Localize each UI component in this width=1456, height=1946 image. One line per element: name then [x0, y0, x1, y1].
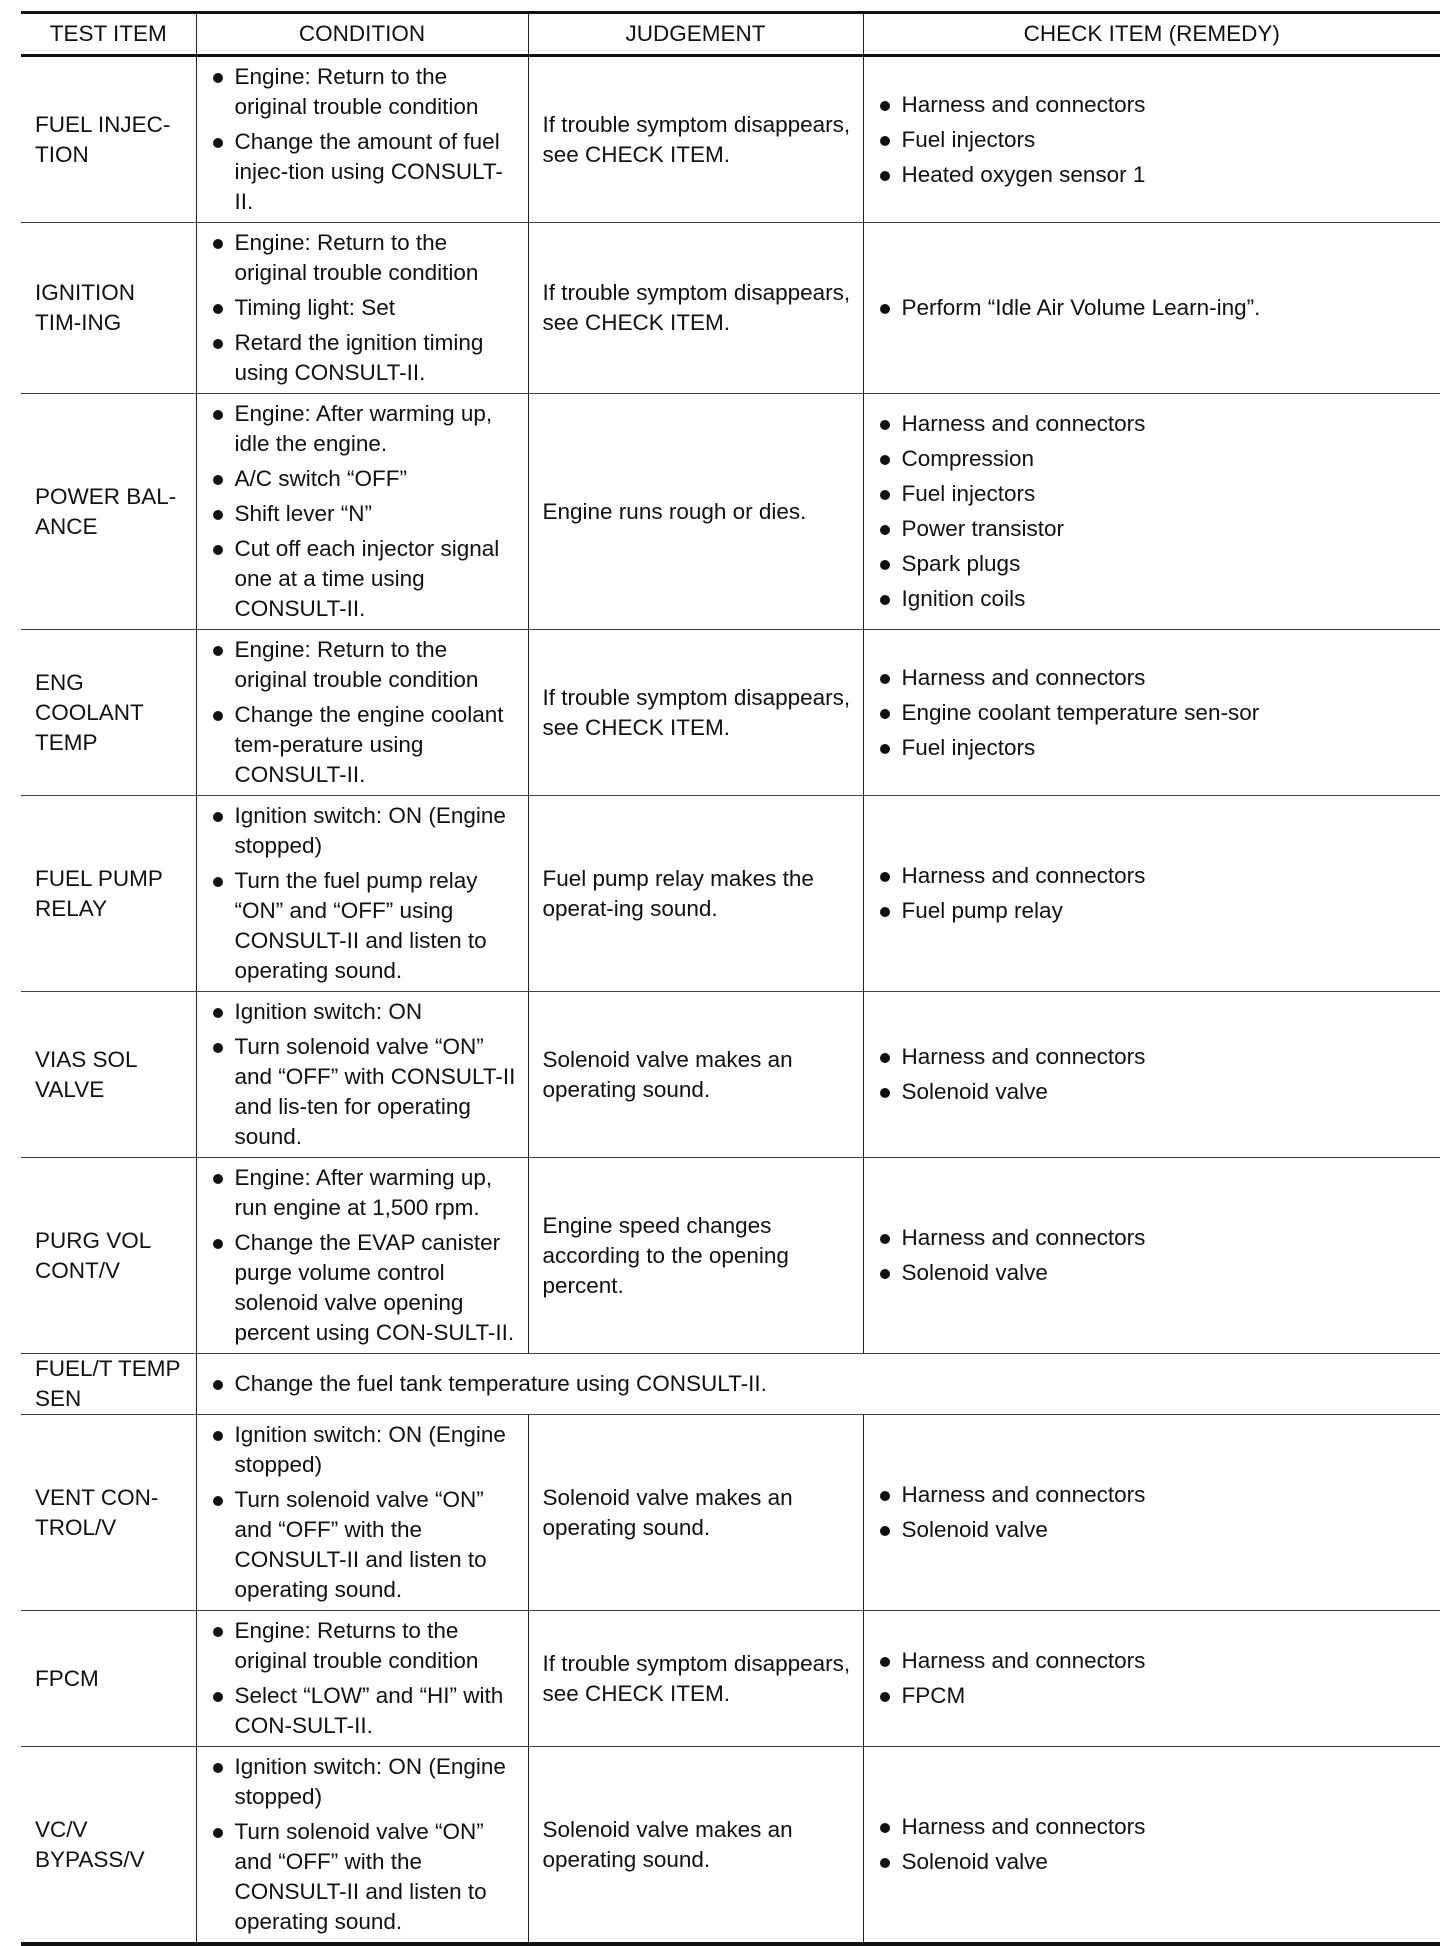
condition-cell [196, 1158, 528, 1354]
table-row [21, 223, 1440, 394]
remedy-cell [863, 1158, 1440, 1354]
condition-bullet: Turn solenoid valve “ON” and “OFF” with the CONSULT-II and listen to operating sound. [211, 1485, 518, 1605]
header-test-item: TEST ITEM [21, 13, 196, 56]
condition-cell [196, 1354, 1440, 1415]
condition-bullet: Select “LOW” and “HI” with CON-SULT-II. [211, 1681, 518, 1741]
remedy-bullet: Solenoid valve [878, 1258, 1431, 1288]
remedy-bullet: Harness and connectors [878, 861, 1431, 891]
condition-cell [196, 56, 528, 223]
condition-cell [196, 1747, 528, 1945]
remedy-bullet: Solenoid valve [878, 1515, 1431, 1545]
table-row [21, 992, 1440, 1158]
table-body [21, 56, 1440, 1945]
header-check-item: CHECK ITEM (REMEDY) [863, 13, 1440, 56]
condition-bullet: Engine: Returns to the original trouble condition [211, 1616, 518, 1676]
table-row [21, 1158, 1440, 1354]
remedy-bullet: Fuel pump relay [878, 896, 1431, 926]
table-row [21, 1415, 1440, 1611]
condition-bullet: Ignition switch: ON (Engine stopped) [211, 1420, 518, 1480]
remedy-bullet: Ignition coils [878, 584, 1431, 614]
condition-cell [196, 630, 528, 796]
remedy-bullet: Harness and connectors [878, 1480, 1431, 1510]
condition-bullet: Engine: After warming up, idle the engine. [211, 399, 518, 459]
remedy-cell [863, 223, 1440, 394]
condition-bullet: Ignition switch: ON (Engine stopped) [211, 1752, 518, 1812]
condition-cell [196, 796, 528, 992]
header-row [21, 13, 1440, 56]
remedy-cell [863, 992, 1440, 1158]
test-item-cell: FUEL INJEC-TION [21, 56, 196, 223]
remedy-bullet: Fuel injectors [878, 733, 1431, 763]
condition-bullet: Turn solenoid valve “ON” and “OFF” with the CONSULT-II and listen to operating sound. [211, 1817, 518, 1937]
test-item-cell: IGNITION TIM-ING [21, 223, 196, 394]
condition-bullet: Cut off each injector signal one at a time using CONSULT-II. [211, 534, 518, 624]
condition-cell [196, 992, 528, 1158]
header-judgement: JUDGEMENT [528, 13, 863, 56]
test-item-cell: ENG COOLANT TEMP [21, 630, 196, 796]
condition-cell [196, 1415, 528, 1611]
remedy-bullet: Spark plugs [878, 549, 1431, 579]
condition-bullet: Turn the fuel pump relay “ON” and “OFF” using CONSULT-II and listen to operating sound. [211, 866, 518, 986]
condition-bullet: Shift lever “N” [211, 499, 518, 529]
condition-bullet: Change the EVAP canister purge volume control solenoid valve opening percent using CON-SULT-II. [211, 1228, 518, 1348]
remedy-bullet: Power transistor [878, 514, 1431, 544]
judgement-cell: If trouble symptom disappears, see CHECK ITEM. [528, 56, 863, 223]
judgement-cell: If trouble symptom disappears, see CHECK ITEM. [528, 1611, 863, 1747]
header-condition: CONDITION [196, 13, 528, 56]
condition-bullet: Ignition switch: ON (Engine stopped) [211, 801, 518, 861]
condition-bullet: Engine: Return to the original trouble condition [211, 62, 518, 122]
condition-bullet: Ignition switch: ON [211, 997, 518, 1027]
table-row [21, 1611, 1440, 1747]
table-row [21, 796, 1440, 992]
condition-bullet: Change the fuel tank temperature using CONSULT-II. [211, 1369, 1431, 1399]
test-item-cell: VENT CON-TROL/V [21, 1415, 196, 1611]
remedy-cell [863, 394, 1440, 630]
remedy-bullet: Harness and connectors [878, 90, 1431, 120]
condition-bullet: Engine: Return to the original trouble condition [211, 635, 518, 695]
remedy-bullet: Heated oxygen sensor 1 [878, 160, 1431, 190]
remedy-cell [863, 1611, 1440, 1747]
test-item-cell: FUEL/T TEMP SEN [21, 1354, 196, 1415]
remedy-bullet: Compression [878, 444, 1431, 474]
condition-cell [196, 223, 528, 394]
remedy-cell [863, 796, 1440, 992]
test-item-cell: FUEL PUMP RELAY [21, 796, 196, 992]
judgement-cell: Fuel pump relay makes the operat-ing sound. [528, 796, 863, 992]
remedy-bullet: Harness and connectors [878, 663, 1431, 693]
remedy-bullet: Solenoid valve [878, 1077, 1431, 1107]
judgement-cell: Solenoid valve makes an operating sound. [528, 1747, 863, 1945]
judgement-cell: If trouble symptom disappears, see CHECK ITEM. [528, 630, 863, 796]
remedy-bullet: Harness and connectors [878, 1646, 1431, 1676]
remedy-bullet: Solenoid valve [878, 1847, 1431, 1877]
remedy-bullet: Engine coolant temperature sen-sor [878, 698, 1431, 728]
remedy-cell [863, 630, 1440, 796]
condition-bullet: Retard the ignition timing using CONSULT-II. [211, 328, 518, 388]
condition-bullet: Engine: After warming up, run engine at 1,500 rpm. [211, 1163, 518, 1223]
remedy-cell [863, 1415, 1440, 1611]
condition-bullet: A/C switch “OFF” [211, 464, 518, 494]
test-item-cell: VIAS SOL VALVE [21, 992, 196, 1158]
condition-cell [196, 394, 528, 630]
condition-cell [196, 1611, 528, 1747]
judgement-cell: Solenoid valve makes an operating sound. [528, 992, 863, 1158]
remedy-bullet: Harness and connectors [878, 1812, 1431, 1842]
remedy-bullet: Harness and connectors [878, 409, 1431, 439]
judgement-cell: Engine speed changes according to the opening percent. [528, 1158, 863, 1354]
test-item-cell: FPCM [21, 1611, 196, 1747]
remedy-bullet: Fuel injectors [878, 125, 1431, 155]
judgement-cell: If trouble symptom disappears, see CHECK ITEM. [528, 223, 863, 394]
judgement-cell: Engine runs rough or dies. [528, 394, 863, 630]
condition-bullet: Change the amount of fuel injec-tion using CONSULT-II. [211, 127, 518, 217]
remedy-bullet: Perform “Idle Air Volume Learn-ing”. [878, 293, 1431, 323]
table-row [21, 56, 1440, 223]
table-row [21, 1354, 1440, 1415]
test-item-cell: VC/V BYPASS/V [21, 1747, 196, 1945]
active-test-table [21, 11, 1440, 1946]
remedy-bullet: Fuel injectors [878, 479, 1431, 509]
test-item-cell: POWER BAL-ANCE [21, 394, 196, 630]
condition-bullet: Engine: Return to the original trouble condition [211, 228, 518, 288]
condition-bullet: Turn solenoid valve “ON” and “OFF” with CONSULT-II and lis-ten for operating sound. [211, 1032, 518, 1152]
remedy-bullet: Harness and connectors [878, 1042, 1431, 1072]
judgement-cell: Solenoid valve makes an operating sound. [528, 1415, 863, 1611]
remedy-bullet: FPCM [878, 1681, 1431, 1711]
remedy-cell [863, 56, 1440, 223]
remedy-cell [863, 1747, 1440, 1945]
table-row [21, 1747, 1440, 1945]
table-row [21, 394, 1440, 630]
condition-bullet: Change the engine coolant tem-perature using CONSULT-II. [211, 700, 518, 790]
condition-bullet: Timing light: Set [211, 293, 518, 323]
test-item-cell: PURG VOL CONT/V [21, 1158, 196, 1354]
remedy-bullet: Harness and connectors [878, 1223, 1431, 1253]
table-row [21, 630, 1440, 796]
